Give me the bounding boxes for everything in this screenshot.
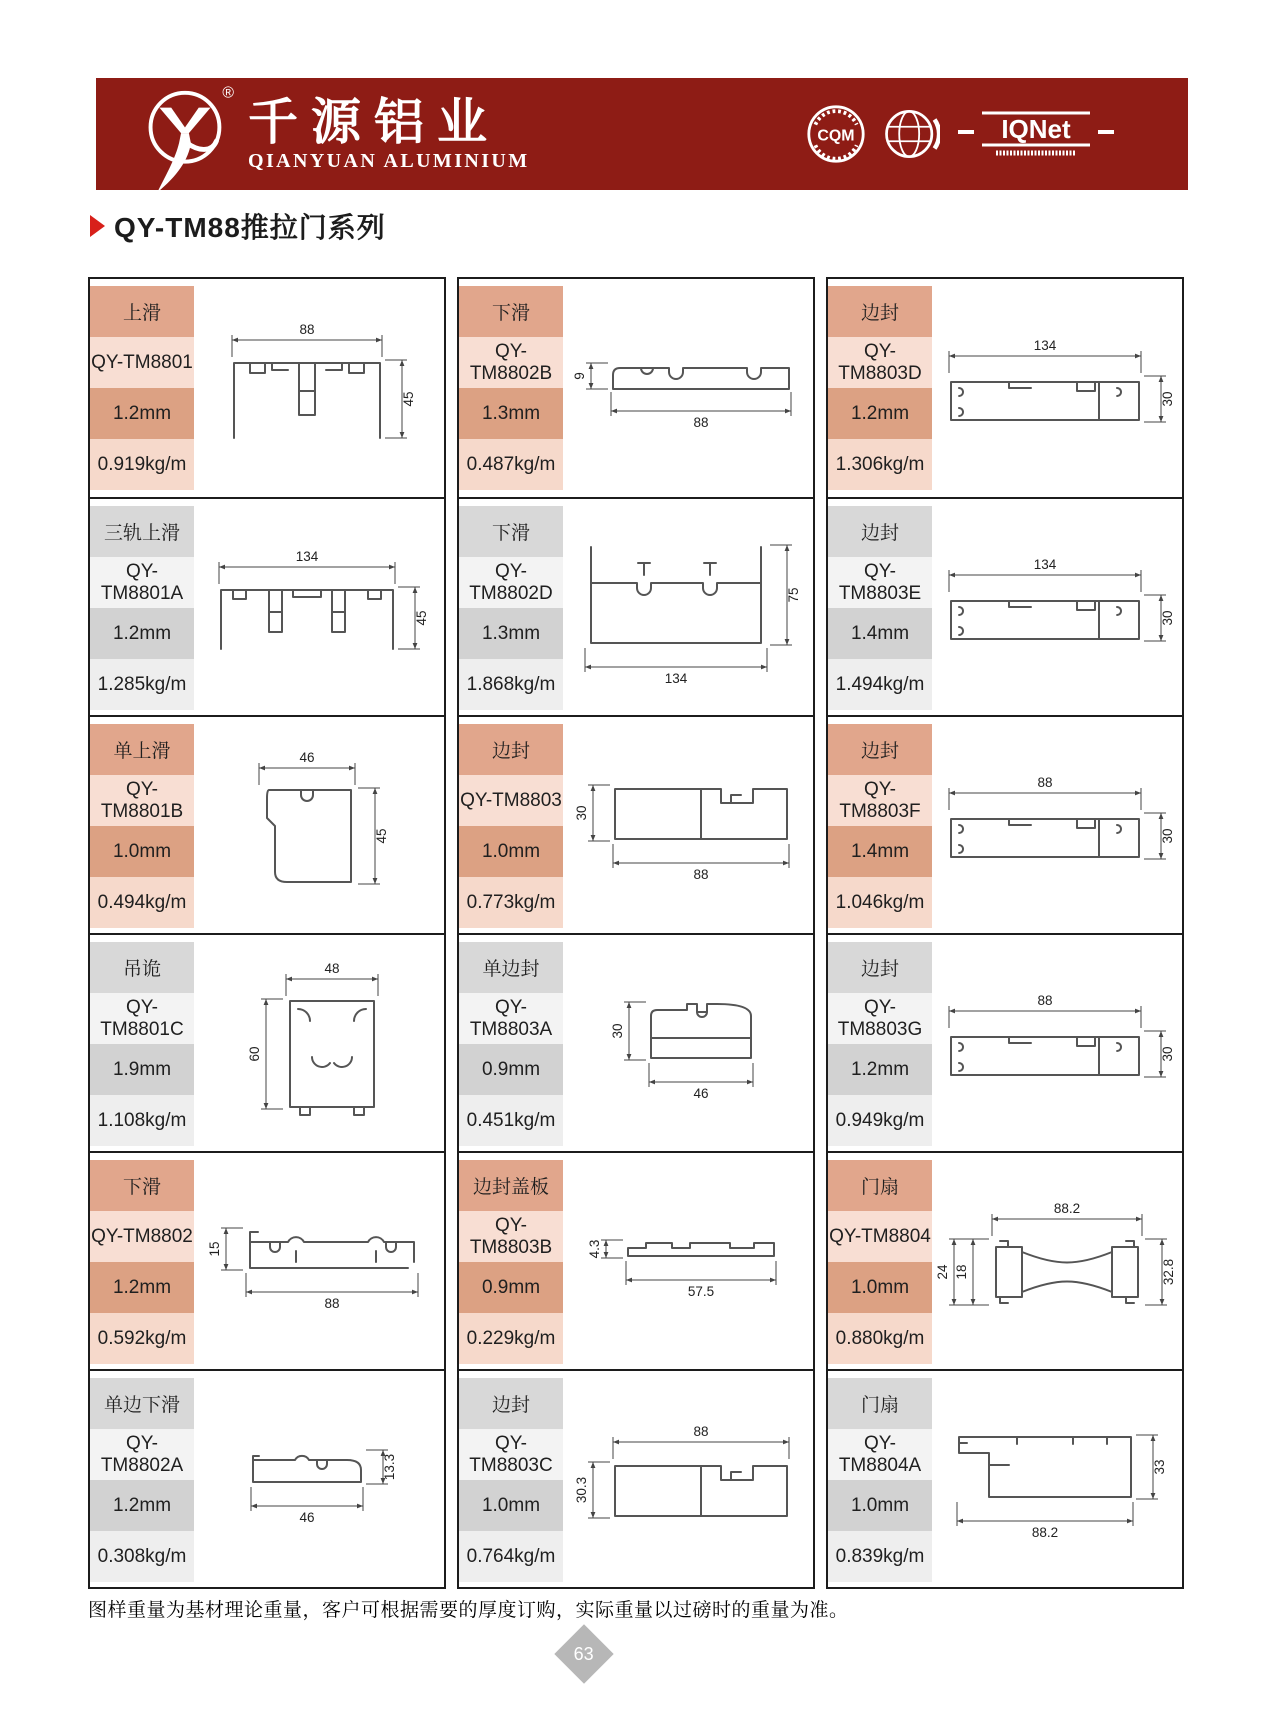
category-label: 单边封 <box>459 942 563 993</box>
profile-cell-QY-TM8802 <box>90 1151 444 1369</box>
model-number: QY-TM8803B <box>459 1211 563 1262</box>
category-label: 下滑 <box>459 286 563 337</box>
dimension-label: 75 <box>786 587 801 603</box>
dimension-label: 88 <box>693 1424 709 1439</box>
weight-value: 0.494kg/m <box>90 877 194 928</box>
globe-badge-icon <box>882 105 940 163</box>
category-label: 边封盖板 <box>459 1160 563 1211</box>
footer-note: 图样重量为基材理论重量，客户可根据需要的厚度订购，实际重量以过磅时的重量为准。 <box>88 1600 849 1621</box>
profile-info <box>459 279 563 497</box>
weight-value: 1.108kg/m <box>90 1095 194 1146</box>
dimension-label: 9 <box>572 372 587 380</box>
dimension-label: 24 <box>935 1264 950 1280</box>
profile-drawing-area <box>932 1371 1182 1587</box>
company-name-en: QIANYUAN ALUMINIUM <box>248 149 530 172</box>
thickness-value: 1.9mm <box>90 1044 194 1095</box>
dimension-label: 33 <box>1152 1459 1167 1475</box>
profile-cell-QY-TM8801A <box>90 497 444 715</box>
dimension-label: 48 <box>324 961 340 976</box>
grid-column <box>457 277 815 1589</box>
svg-text:IQNet: IQNet <box>1001 114 1071 144</box>
thickness-value: 1.2mm <box>90 1262 194 1313</box>
brand-text <box>248 93 530 173</box>
dimension-label: 88 <box>1037 993 1053 1008</box>
model-number: QY-TM8801B <box>90 775 194 826</box>
profile-info <box>90 279 194 497</box>
profile-info <box>459 717 563 933</box>
thickness-value: 1.0mm <box>90 826 194 877</box>
thickness-value: 1.2mm <box>828 1044 932 1095</box>
category-label: 边封 <box>828 724 932 775</box>
dimension-label: 30 <box>610 1023 625 1039</box>
weight-value: 0.592kg/m <box>90 1313 194 1364</box>
dimension-label: 30 <box>1160 610 1175 626</box>
dimension-label: 134 <box>1033 338 1057 353</box>
profile-drawing <box>563 717 813 933</box>
model-number: QY-TM8802B <box>459 337 563 388</box>
page-number-badge <box>554 1624 613 1683</box>
svg-text:CQM: CQM <box>817 127 855 145</box>
profile-drawing <box>563 499 813 715</box>
model-number: QY-TM8804 <box>828 1211 932 1262</box>
section-title-row <box>90 206 386 246</box>
profile-drawing <box>932 1371 1182 1587</box>
grid-column <box>88 277 446 1589</box>
profile-cell-QY-TM8803C <box>459 1369 813 1587</box>
profile-cell-QY-TM8804A <box>828 1369 1182 1587</box>
weight-value: 0.839kg/m <box>828 1531 932 1582</box>
category-label: 单边下滑 <box>90 1378 194 1429</box>
dimension-label: 57.5 <box>687 1284 715 1299</box>
thickness-value: 1.2mm <box>90 388 194 439</box>
profile-info <box>459 1371 563 1587</box>
category-label: 下滑 <box>459 506 563 557</box>
dimension-label: 88 <box>299 322 315 337</box>
thickness-value: 1.4mm <box>828 608 932 659</box>
model-number: QY-TM8803 <box>459 775 563 826</box>
profile-cell-QY-TM8803A <box>459 933 813 1151</box>
dimension-label: 88 <box>324 1296 340 1311</box>
profile-drawing-area <box>932 499 1182 715</box>
category-label: 边封 <box>828 286 932 337</box>
profile-cell-QY-TM8801C <box>90 933 444 1151</box>
dimension-label: 45 <box>401 391 416 407</box>
category-label: 边封 <box>459 1378 563 1429</box>
category-label: 边封 <box>828 506 932 557</box>
category-label: 门扇 <box>828 1378 932 1429</box>
thickness-value: 1.2mm <box>828 388 932 439</box>
dimension-label: 45 <box>414 610 429 626</box>
profile-drawing-area <box>194 499 444 715</box>
category-label: 边封 <box>828 942 932 993</box>
dimension-label: 88.2 <box>1053 1201 1081 1216</box>
profile-cell-QY-TM8803F <box>828 715 1182 933</box>
profile-drawing <box>932 717 1182 933</box>
profile-info <box>459 935 563 1151</box>
grid-column <box>826 277 1184 1589</box>
thickness-value: 1.0mm <box>828 1480 932 1531</box>
category-label: 边封 <box>459 724 563 775</box>
profile-drawing-area <box>563 279 813 497</box>
profile-drawing <box>563 935 813 1151</box>
dimension-label: 30 <box>574 805 589 821</box>
profile-drawing-area <box>932 935 1182 1151</box>
page-number: 63 <box>573 1643 595 1664</box>
profile-drawing-area <box>194 717 444 933</box>
thickness-value: 1.4mm <box>828 826 932 877</box>
profile-drawing-area <box>563 1371 813 1587</box>
dimension-label: 18 <box>954 1264 969 1280</box>
dimension-label: 13.3 <box>382 1453 397 1481</box>
profile-cell-QY-TM8802B <box>459 279 813 497</box>
thickness-value: 0.9mm <box>459 1044 563 1095</box>
profile-cell-QY-TM8801 <box>90 279 444 497</box>
profile-drawing <box>194 279 444 497</box>
dimension-label: 30 <box>1160 1046 1175 1062</box>
weight-value: 1.494kg/m <box>828 659 932 710</box>
profile-drawing <box>932 499 1182 715</box>
category-label: 单上滑 <box>90 724 194 775</box>
weight-value: 0.919kg/m <box>90 439 194 490</box>
profile-drawing <box>932 935 1182 1151</box>
category-label: 上滑 <box>90 286 194 337</box>
dimension-label: 88 <box>693 415 709 430</box>
profile-drawing-area <box>932 279 1182 497</box>
dimension-label: 30 <box>1160 828 1175 844</box>
profile-cell-QY-TM8803E <box>828 497 1182 715</box>
profile-drawing <box>194 935 444 1151</box>
profile-grid <box>88 277 1184 1589</box>
profile-drawing <box>563 1371 813 1587</box>
dimension-label: 88.2 <box>1031 1525 1059 1540</box>
profile-info <box>459 1153 563 1369</box>
profile-drawing <box>932 1153 1182 1369</box>
thickness-value: 1.2mm <box>90 1480 194 1531</box>
profile-drawing <box>563 1153 813 1369</box>
model-number: QY-TM8804A <box>828 1429 932 1480</box>
dimension-label: 60 <box>247 1046 262 1062</box>
profile-drawing <box>194 1153 444 1369</box>
company-logo-icon <box>124 82 242 200</box>
dimension-label: 46 <box>299 750 315 765</box>
model-number: QY-TM8803G <box>828 993 932 1044</box>
thickness-value: 1.2mm <box>90 608 194 659</box>
dimension-label: 30.3 <box>574 1476 589 1504</box>
weight-value: 0.764kg/m <box>459 1531 563 1582</box>
category-label: 三轨上滑 <box>90 506 194 557</box>
profile-cell-QY-TM8804 <box>828 1151 1182 1369</box>
profile-info <box>828 717 932 933</box>
dimension-label: 134 <box>664 671 688 686</box>
profile-cell-QY-TM8803G <box>828 933 1182 1151</box>
dimension-label: 4.3 <box>587 1239 602 1259</box>
profile-info <box>90 935 194 1151</box>
weight-value: 0.451kg/m <box>459 1095 563 1146</box>
profile-drawing-area <box>563 717 813 933</box>
profile-cell-QY-TM8803B <box>459 1151 813 1369</box>
profile-info <box>90 1153 194 1369</box>
profile-info <box>828 1371 932 1587</box>
profile-drawing-area <box>563 935 813 1151</box>
red-arrow-icon <box>90 215 105 237</box>
dimension-label: 30 <box>1160 391 1175 407</box>
profile-drawing <box>194 717 444 933</box>
profile-drawing-area <box>932 717 1182 933</box>
profile-info <box>90 1371 194 1587</box>
thickness-value: 1.0mm <box>828 1262 932 1313</box>
dimension-label: 45 <box>374 828 389 844</box>
profile-info <box>90 717 194 933</box>
profile-drawing-area <box>563 499 813 715</box>
profile-drawing-area <box>563 1153 813 1369</box>
profile-info <box>459 499 563 715</box>
weight-value: 0.487kg/m <box>459 439 563 490</box>
registered-mark: ® <box>222 84 234 102</box>
cqm-badge-icon <box>806 104 866 164</box>
model-number: QY-TM8801A <box>90 557 194 608</box>
profile-cell-QY-TM8803D <box>828 279 1182 497</box>
profile-cell-QY-TM8802A <box>90 1369 444 1587</box>
dimension-label: 32.8 <box>1161 1258 1176 1286</box>
category-label: 吊诡 <box>90 942 194 993</box>
iqnet-badge-icon <box>956 105 1116 163</box>
profile-drawing <box>194 1371 444 1587</box>
company-name-cn: 千源铝业 <box>248 93 500 150</box>
profile-cell-QY-TM8801B <box>90 715 444 933</box>
weight-value: 0.773kg/m <box>459 877 563 928</box>
model-number: QY-TM8803E <box>828 557 932 608</box>
profile-drawing <box>932 279 1182 497</box>
profile-drawing <box>563 279 813 497</box>
profile-drawing-area <box>194 935 444 1151</box>
dimension-label: 15 <box>207 1241 222 1257</box>
model-number: QY-TM8802A <box>90 1429 194 1480</box>
profile-info <box>828 279 932 497</box>
category-label: 下滑 <box>90 1160 194 1211</box>
dimension-label: 134 <box>1033 557 1057 572</box>
profile-cell-QY-TM8802D <box>459 497 813 715</box>
dimension-label: 88 <box>693 867 709 882</box>
weight-value: 0.308kg/m <box>90 1531 194 1582</box>
profile-cell-QY-TM8803 <box>459 715 813 933</box>
model-number: QY-TM8801C <box>90 993 194 1044</box>
dimension-label: 134 <box>295 549 319 564</box>
profile-drawing <box>194 499 444 715</box>
dimension-label: 46 <box>299 1510 315 1525</box>
section-title: QY-TM88推拉门系列 <box>114 212 386 243</box>
weight-value: 1.285kg/m <box>90 659 194 710</box>
profile-info <box>828 1153 932 1369</box>
profile-info <box>828 935 932 1151</box>
model-number: QY-TM8802 <box>90 1211 194 1262</box>
dimension-label: 88 <box>1037 775 1053 790</box>
weight-value: 0.949kg/m <box>828 1095 932 1146</box>
model-number: QY-TM8803F <box>828 775 932 826</box>
profile-drawing-area <box>194 1371 444 1587</box>
model-number: QY-TM8802D <box>459 557 563 608</box>
weight-value: 0.880kg/m <box>828 1313 932 1364</box>
weight-value: 1.868kg/m <box>459 659 563 710</box>
profile-info <box>90 499 194 715</box>
thickness-value: 1.0mm <box>459 826 563 877</box>
certification-badges <box>806 104 1116 164</box>
model-number: QY-TM8801 <box>90 337 194 388</box>
brand-header <box>96 78 1188 190</box>
model-number: QY-TM8803A <box>459 993 563 1044</box>
profile-info <box>828 499 932 715</box>
model-number: QY-TM8803D <box>828 337 932 388</box>
profile-drawing-area <box>194 279 444 497</box>
thickness-value: 1.0mm <box>459 1480 563 1531</box>
category-label: 门扇 <box>828 1160 932 1211</box>
model-number: QY-TM8803C <box>459 1429 563 1480</box>
profile-drawing-area <box>932 1153 1182 1369</box>
thickness-value: 1.3mm <box>459 388 563 439</box>
dimension-label: 46 <box>693 1086 709 1101</box>
weight-value: 1.046kg/m <box>828 877 932 928</box>
profile-drawing-area <box>194 1153 444 1369</box>
thickness-value: 0.9mm <box>459 1262 563 1313</box>
weight-value: 1.306kg/m <box>828 439 932 490</box>
thickness-value: 1.3mm <box>459 608 563 659</box>
weight-value: 0.229kg/m <box>459 1313 563 1364</box>
